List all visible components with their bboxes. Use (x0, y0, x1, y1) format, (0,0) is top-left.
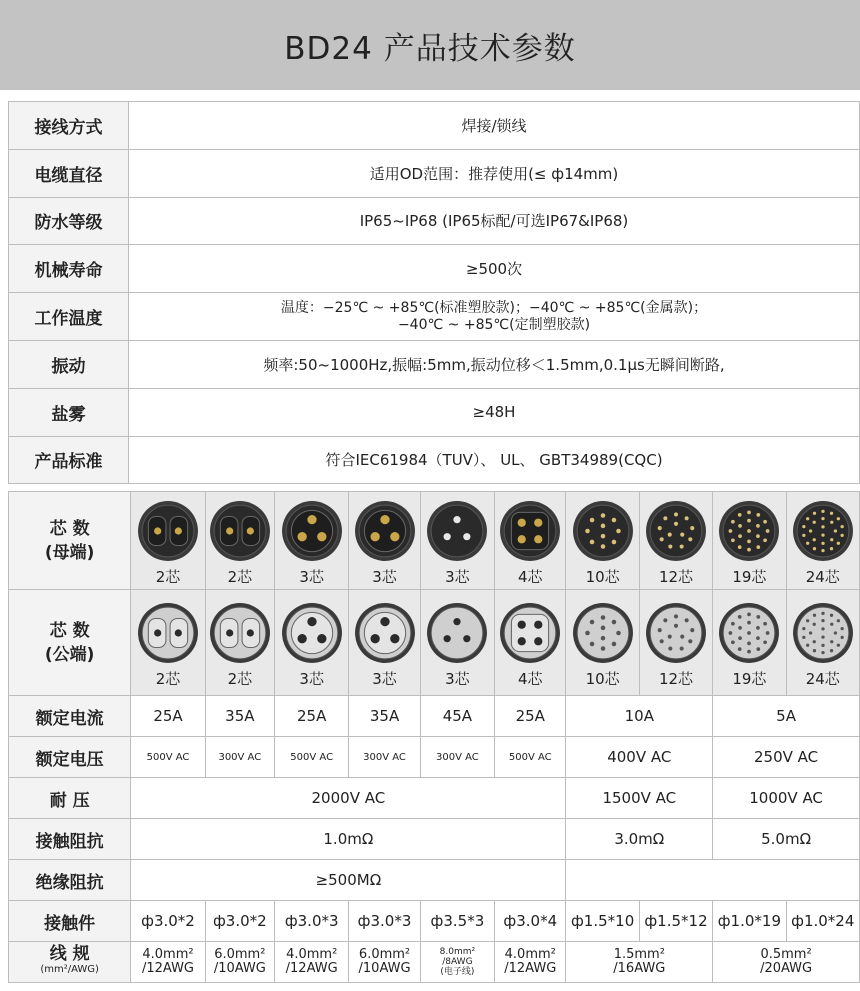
temp-line-2: −40℃ ~ +85℃(定制塑胶款) (397, 316, 591, 333)
voltage-value: 400V AC (566, 737, 713, 778)
connector-face-icon (209, 500, 271, 562)
contacts-value: ф1.5*12 (639, 901, 712, 942)
contact-resistance-value: 5.0mΩ (713, 819, 860, 860)
connector-face-icon (354, 602, 416, 664)
connector-female-3pin: 3芯 (275, 494, 348, 587)
connector-male-4pin: 4芯 (495, 596, 565, 689)
temp-line-1: 温度：−25℃ ~ +85℃(标准塑胶款)；−40℃ ~ +85℃(金属款)； (280, 299, 708, 316)
withstand-label: 耐 压 (9, 778, 131, 819)
voltage-value: 500V AC (131, 737, 205, 778)
connector-face-icon (718, 500, 780, 562)
withstand-row (9, 778, 860, 819)
contact-resistance-value: 3.0mΩ (566, 819, 713, 860)
page-title: BD24 产品技术参数 (284, 30, 576, 67)
voltage-value: 300V AC (349, 737, 420, 778)
contacts-value: ф1.0*24 (786, 901, 859, 942)
connector-face-icon (281, 602, 343, 664)
spec-value: 符合IEC61984（TUV）、 UL、 GBT34989(CQC) (129, 436, 860, 484)
female-label: 芯 数 (母端) (9, 492, 131, 590)
spec-value: 焊接/锁线 (129, 102, 860, 150)
contacts-value: ф3.0*2 (205, 901, 274, 942)
connector-face-icon (426, 602, 488, 664)
spec-label: 产品标准 (9, 436, 129, 484)
connector-male-3pin: 3芯 (421, 596, 494, 689)
spec-label: 盐雾 (9, 388, 129, 436)
connector-face-icon (792, 500, 854, 562)
contacts-value: ф1.5*10 (566, 901, 639, 942)
spec-label: 振动 (9, 340, 129, 388)
connector-face-icon (354, 500, 416, 562)
contacts-value: ф3.0*3 (274, 901, 348, 942)
contacts-value: ф3.0*3 (349, 901, 420, 942)
connector-male-3pin: 3芯 (275, 596, 348, 689)
voltage-value: 500V AC (495, 737, 566, 778)
connector-male-24pin: 24芯 (787, 596, 859, 689)
connector-face-icon (137, 500, 199, 562)
current-label: 额定电流 (9, 696, 131, 737)
spec-label: 防水等级 (9, 197, 129, 245)
wire-value: 6.0mm² /10AWG (205, 942, 274, 983)
wire-row (9, 942, 860, 983)
table-row (9, 102, 860, 150)
connector-male-2pin: 2芯 (206, 596, 274, 689)
contact-resistance-value: 1.0mΩ (131, 819, 566, 860)
spec-value (129, 293, 860, 341)
current-value: 35A (349, 696, 420, 737)
connector-female-3pin: 3芯 (349, 494, 419, 587)
insulation-label: 绝缘阻抗 (9, 860, 131, 901)
withstand-value: 1000V AC (713, 778, 860, 819)
spec-label: 机械寿命 (9, 245, 129, 293)
spec-table (8, 101, 860, 484)
table-row (9, 149, 860, 197)
connector-face-icon (645, 500, 707, 562)
spec-value: ≥48H (129, 388, 860, 436)
connector-face-icon (572, 500, 634, 562)
spec-value: ≥500次 (129, 245, 860, 293)
connector-female-2pin: 2芯 (206, 494, 274, 587)
contacts-value: ф3.0*2 (131, 901, 205, 942)
connector-face-icon (572, 602, 634, 664)
contacts-value: ф3.0*4 (495, 901, 566, 942)
table-row (9, 293, 860, 341)
wire-value: 1.5mm² /16AWG (566, 942, 713, 983)
wire-value: 4.0mm² /12AWG (274, 942, 348, 983)
voltage-value: 300V AC (420, 737, 494, 778)
contact-resistance-label: 接触阻抗 (9, 819, 131, 860)
insulation-empty (566, 860, 860, 901)
current-value: 10A (566, 696, 713, 737)
connector-female-3pin: 3芯 (421, 494, 494, 587)
female-row (9, 492, 860, 590)
voltage-value: 300V AC (205, 737, 274, 778)
current-value: 25A (495, 696, 566, 737)
parameter-grid (8, 491, 860, 983)
connector-male-12pin: 12芯 (640, 596, 712, 689)
wire-value: 8.0mm² /8AWG (电子线) (420, 942, 494, 983)
male-label: 芯 数 (公端) (9, 590, 131, 696)
wire-value: 4.0mm² /12AWG (131, 942, 205, 983)
connector-face-icon (281, 500, 343, 562)
spec-label: 电缆直径 (9, 149, 129, 197)
connector-face-icon (792, 602, 854, 664)
connector-female-19pin: 19芯 (713, 494, 785, 587)
voltage-label: 额定电压 (9, 737, 131, 778)
spec-value: 频率:50~1000Hz,振幅:5mm,振动位移＜1.5mm,0.1μs无瞬间断路, (129, 340, 860, 388)
connector-male-3pin: 3芯 (349, 596, 419, 689)
connector-female-12pin: 12芯 (640, 494, 712, 587)
connector-face-icon (645, 602, 707, 664)
withstand-value: 1500V AC (566, 778, 713, 819)
wire-value: 4.0mm² /12AWG (495, 942, 566, 983)
voltage-row (9, 737, 860, 778)
withstand-value: 2000V AC (131, 778, 566, 819)
connector-male-10pin: 10芯 (566, 596, 638, 689)
spec-value: 适用OD范围：推荐使用(≤ ф14mm) (129, 149, 860, 197)
current-value: 45A (420, 696, 494, 737)
connector-female-4pin: 4芯 (495, 494, 565, 587)
table-row (9, 197, 860, 245)
connector-face-icon (499, 500, 561, 562)
contacts-row (9, 901, 860, 942)
table-row (9, 340, 860, 388)
connector-male-19pin: 19芯 (713, 596, 785, 689)
connector-face-icon (499, 602, 561, 664)
table-row (9, 245, 860, 293)
voltage-value: 250V AC (713, 737, 860, 778)
connector-female-2pin: 2芯 (131, 494, 204, 587)
connector-male-2pin: 2芯 (131, 596, 204, 689)
connector-female-24pin: 24芯 (787, 494, 859, 587)
spec-label: 接线方式 (9, 102, 129, 150)
spec-value: IP65~IP68 (IP65标配/可选IP67&IP68) (129, 197, 860, 245)
connector-female-10pin: 10芯 (566, 494, 638, 587)
wire-value: 6.0mm² /10AWG (349, 942, 420, 983)
table-row (9, 388, 860, 436)
contacts-value: ф1.0*19 (713, 901, 786, 942)
contact-resistance-row (9, 819, 860, 860)
current-value: 25A (274, 696, 348, 737)
connector-face-icon (209, 602, 271, 664)
voltage-value: 500V AC (274, 737, 348, 778)
current-value: 35A (205, 696, 274, 737)
wire-label: 线 规 (mm²/AWG) (9, 942, 131, 983)
current-value: 25A (131, 696, 205, 737)
contacts-value: ф3.5*3 (420, 901, 494, 942)
title-banner (0, 0, 860, 90)
connector-face-icon (718, 602, 780, 664)
current-row (9, 696, 860, 737)
male-row (9, 590, 860, 696)
current-value: 5A (713, 696, 860, 737)
connector-face-icon (137, 602, 199, 664)
table-row (9, 436, 860, 484)
insulation-row (9, 860, 860, 901)
connector-face-icon (426, 500, 488, 562)
spec-label: 工作温度 (9, 293, 129, 341)
contacts-label: 接触件 (9, 901, 131, 942)
insulation-value: ≥500MΩ (131, 860, 566, 901)
wire-value: 0.5mm² /20AWG (713, 942, 860, 983)
